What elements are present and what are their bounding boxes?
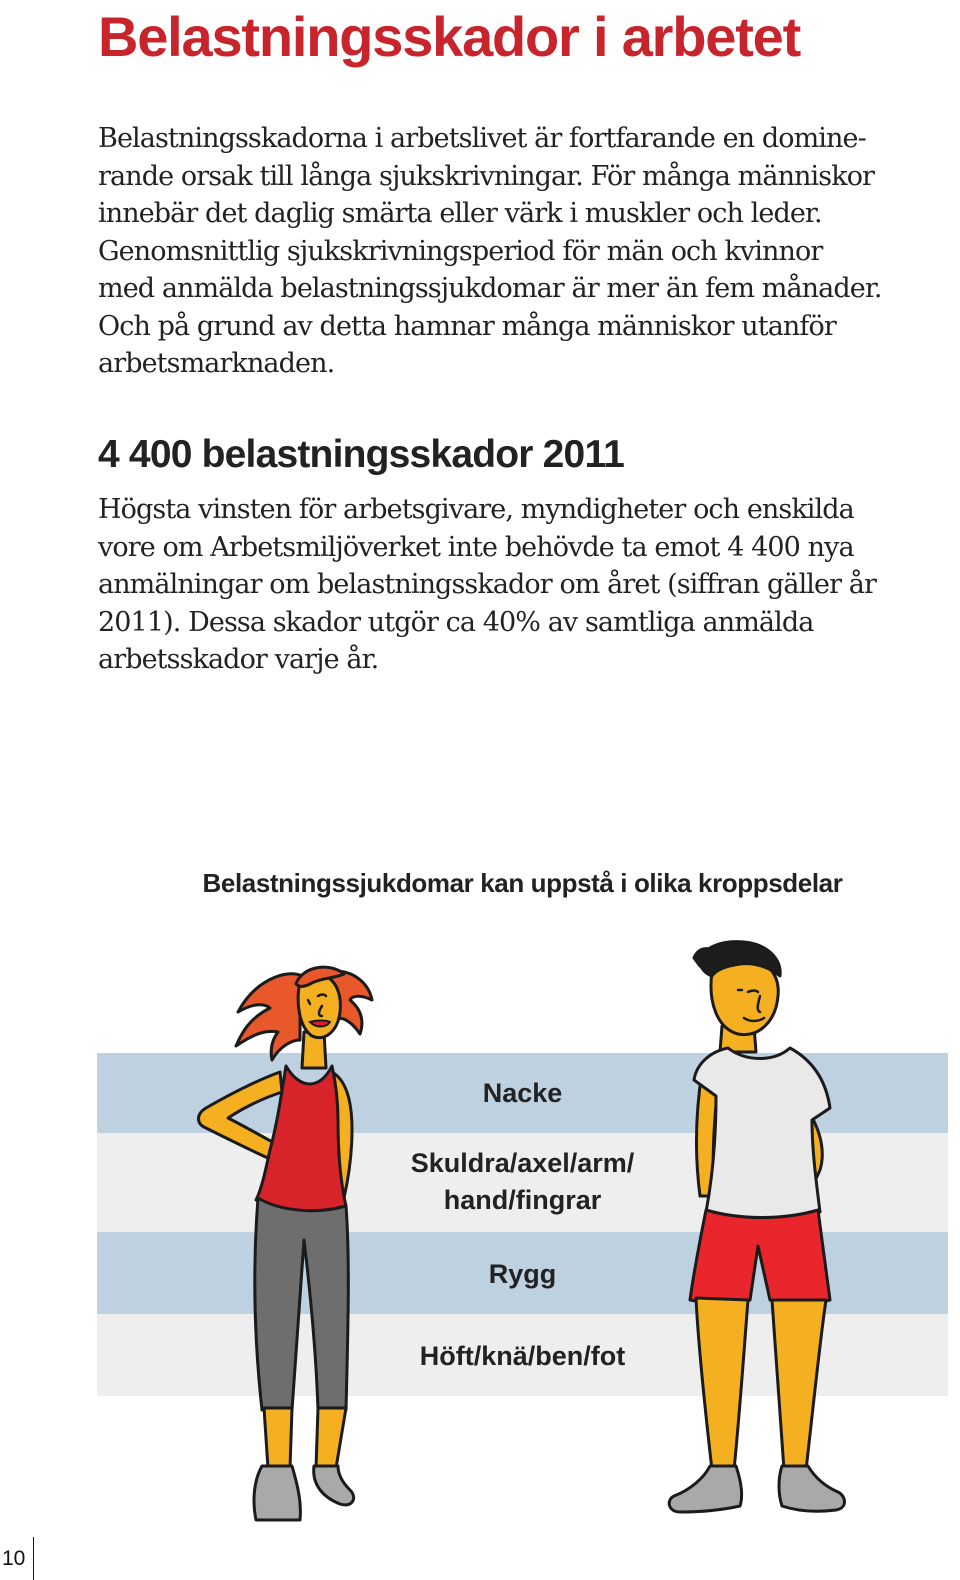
intro-line: med anmälda belastningssjukdomar är mer än fem månader.: [98, 273, 882, 304]
figure-title: Belastningssjukdomar kan uppstå i olika kroppsdelar: [202, 868, 843, 898]
body-zone-label-line: Höft/knä/ben/fot: [419, 1341, 626, 1371]
intro-line: arbetsmarknaden.: [98, 348, 335, 379]
intro-line: Belastningsskadorna i arbetslivet är fortfarande en domine-: [98, 123, 866, 154]
intro-line: Genomsnittlig sjukskrivningsperiod för män och kvinnor: [98, 235, 823, 267]
stat-line: vore om Arbetsmiljöverket inte behövde ta emot 4 400 nya: [98, 531, 854, 563]
stat-line: Högsta vinsten för arbetsgivare, myndigheter och enskilda: [98, 494, 854, 525]
stat-line: anmälningar om belastningsskador om året (siffran gäller år: [98, 569, 877, 600]
body-zone-label-line: hand/fingrar: [443, 1185, 602, 1215]
section-heading: 4 400 belastningsskador 2011: [98, 433, 625, 476]
intro-line: Och på grund av detta hamnar många människor utanför: [98, 310, 836, 342]
page-title: Belastningsskador i arbetet: [98, 5, 801, 68]
stat-line: arbetsskador varje år.: [98, 644, 379, 675]
body-zone-label-line: Skuldra/axel/arm/: [410, 1148, 635, 1178]
body-zone-label-line: Nacke: [482, 1078, 563, 1108]
intro-line: rande orsak till långa sjukskrivningar. För många människor: [98, 160, 875, 192]
stat-line: 2011). Dessa skador utgör ca 40% av samtliga anmälda: [98, 606, 814, 638]
body-zone-label-line: Rygg: [488, 1259, 557, 1289]
intro-line: innebär det daglig smärta eller värk i muskler och leder.: [98, 198, 822, 229]
page-number: 10: [2, 1547, 26, 1570]
page-number-divider: [33, 1537, 34, 1580]
